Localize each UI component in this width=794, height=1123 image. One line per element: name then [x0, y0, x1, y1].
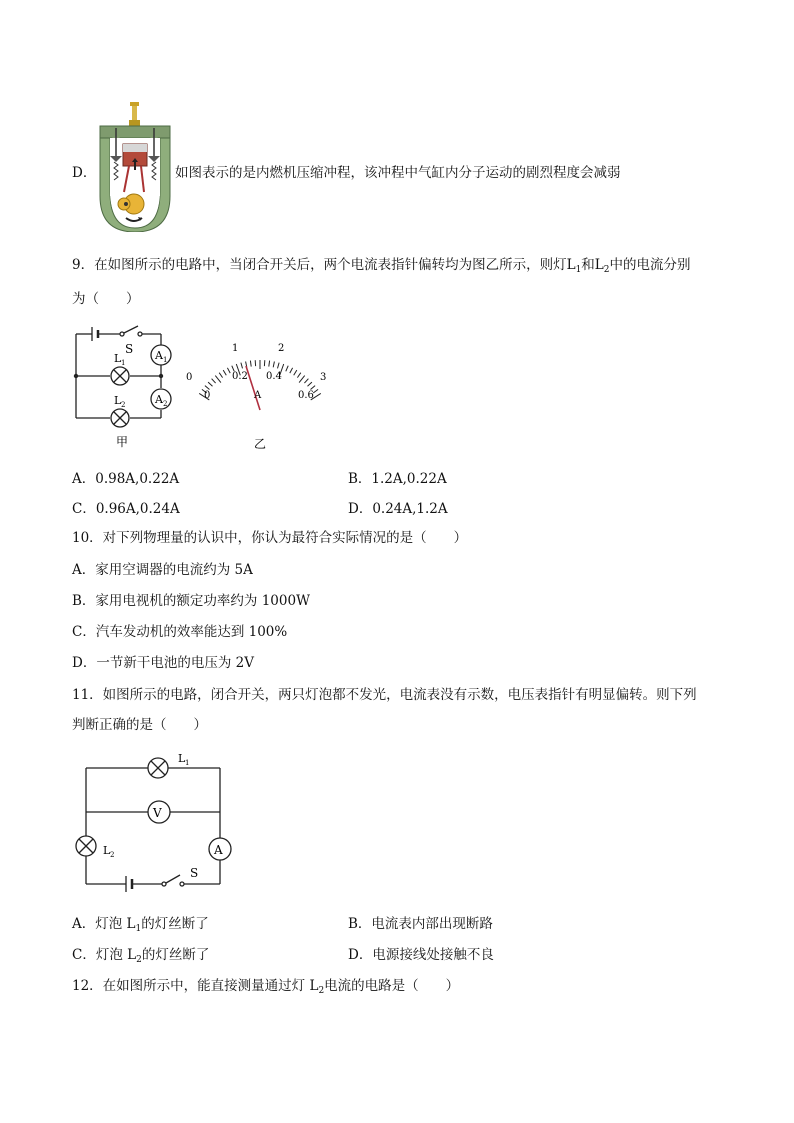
q12-stem [72, 977, 459, 1000]
q9-meter-a2-label: A [155, 393, 163, 406]
q11-stem-line2: 判断正确的是（ ） [72, 717, 207, 733]
dial-tick [219, 373, 222, 378]
dial-tick [294, 370, 297, 375]
dial-tick [205, 386, 210, 390]
q11-option-a [72, 915, 209, 938]
bottom-scale-0-6: 0.6 [298, 390, 314, 401]
q11-lamp2-sub: 2 [110, 851, 115, 859]
q8-option-d-text: 如图表示的是内燃机压缩冲程，该冲程中气缸内分子运动的剧烈程度会减弱 [175, 165, 621, 181]
bottom-scale-0-2: 0.2 [232, 371, 248, 382]
q9-lamp2-sub: 2 [121, 401, 126, 409]
q9-switch-label: S [125, 342, 134, 356]
q11-option-a-sub: 1 [135, 924, 142, 934]
q11-option-c-pre: C．灯泡 L [72, 947, 137, 963]
q9-meter-a2-sub: 2 [163, 400, 168, 408]
dial-tick [311, 386, 316, 390]
bottom-scale-0: 0 [204, 390, 211, 401]
q9-stem-line1 [72, 256, 691, 279]
dial-tick [250, 361, 251, 367]
q9-stem-mid: 和L [581, 257, 604, 273]
q9-stem-sub2: 2 [603, 265, 610, 275]
q9-lamp1-sub: 1 [121, 359, 126, 367]
q11-stem-line1: 11．如图所示的电路，闭合开关，两只灯泡都不发光，电流表没有示数，电压表指针有明显偏转。则下列 [72, 687, 697, 703]
q9-figure-jia-caption: 甲 [116, 435, 129, 449]
q9-stem-start: 9．在如图所示的电路中，当闭合开关后，两个电流表指针偏转均为图乙所示，则灯L [72, 257, 576, 273]
q11-option-a-post: 的灯丝断了 [141, 916, 209, 932]
q9-lamp2-label: L [114, 394, 122, 407]
q9-stem-end: 中的电流分别 [609, 257, 691, 273]
dial-tick [304, 379, 308, 383]
q9-lamp1-label: L [114, 352, 122, 365]
q9-option-b: B．1.2A,0.22A [348, 471, 447, 487]
engine-compression-stroke-figure [96, 100, 174, 232]
dial-tick [223, 370, 226, 375]
q10-option-a: A．家用空调器的电流约为 5A [72, 562, 253, 578]
dial-tick [313, 389, 318, 393]
dial-tick [299, 376, 305, 383]
q11-option-a-pre: A．灯泡 L [72, 916, 136, 932]
q9-option-d: D．0.24A,1.2A [348, 501, 448, 517]
q9-stem-sub1: 1 [575, 265, 582, 275]
dial-tick [227, 368, 230, 373]
dial-tick [308, 382, 312, 386]
q9-figure-yi-caption: 乙 [254, 437, 267, 451]
q11-ammeter-label: A [214, 843, 223, 857]
dial-unit: A [254, 390, 262, 401]
top-scale-2: 2 [278, 343, 285, 354]
dial-tick [208, 382, 212, 386]
top-scale-0: 0 [186, 372, 193, 383]
q11-option-b: B．电流表内部出现断路 [348, 916, 493, 932]
dial-tick [212, 379, 216, 383]
q10-stem: 10．对下列物理量的认识中，你认为最符合实际情况的是（ ） [72, 530, 468, 546]
dial-tick [286, 366, 288, 372]
q10-option-d: D．一节新干电池的电压为 2V [72, 655, 254, 671]
q9-meter-a1-sub: 1 [163, 356, 168, 364]
q11-voltmeter-label: V [153, 806, 162, 820]
q8-option-d-label: D． [72, 165, 97, 181]
dial-tick [278, 363, 280, 369]
q9-ammeter-dial-yi [182, 336, 332, 456]
dial-tick [290, 368, 293, 373]
dial-tick [273, 362, 274, 368]
q11-option-c-sub: 2 [136, 955, 142, 965]
q12-stem-post: 电流的电路是（ ） [324, 978, 460, 994]
q9-option-a: A．0.98A,0.22A [72, 471, 180, 487]
q9-meter-a1-label: A [155, 349, 163, 362]
q9-stem-line2: 为（ ） [72, 291, 140, 307]
q12-stem-pre: 12．在如图所示中，能直接测量通过灯 L [72, 978, 319, 994]
q11-lamp1-label: L [178, 752, 186, 765]
ammeter-pointer [246, 366, 260, 410]
q11-option-c [72, 946, 209, 969]
q11-option-c-post: 的灯丝断了 [141, 947, 210, 963]
dial-tick [241, 363, 243, 369]
q11-lamp1-sub: 1 [185, 759, 190, 767]
dial-tick [215, 376, 221, 383]
dial-tick [269, 361, 270, 367]
q11-option-d: D．电源接线处接触不良 [348, 947, 494, 963]
top-scale-3: 3 [320, 372, 327, 383]
q10-option-b: B．家用电视机的额定功率约为 1000W [72, 593, 310, 609]
q9-option-c: C．0.96A,0.24A [72, 501, 180, 517]
q10-option-c: C．汽车发动机的效率能达到 100% [72, 624, 288, 640]
q11-circuit-figure [70, 744, 240, 892]
q11-lamp2-label: L [103, 844, 111, 857]
top-scale-1: 1 [232, 343, 239, 354]
bottom-scale-0-4: 0.4 [266, 371, 282, 382]
dial-tick [297, 373, 300, 378]
q12-stem-sub: 2 [318, 986, 325, 996]
q11-switch-label: S [190, 866, 199, 880]
q9-circuit-jia [70, 318, 185, 452]
